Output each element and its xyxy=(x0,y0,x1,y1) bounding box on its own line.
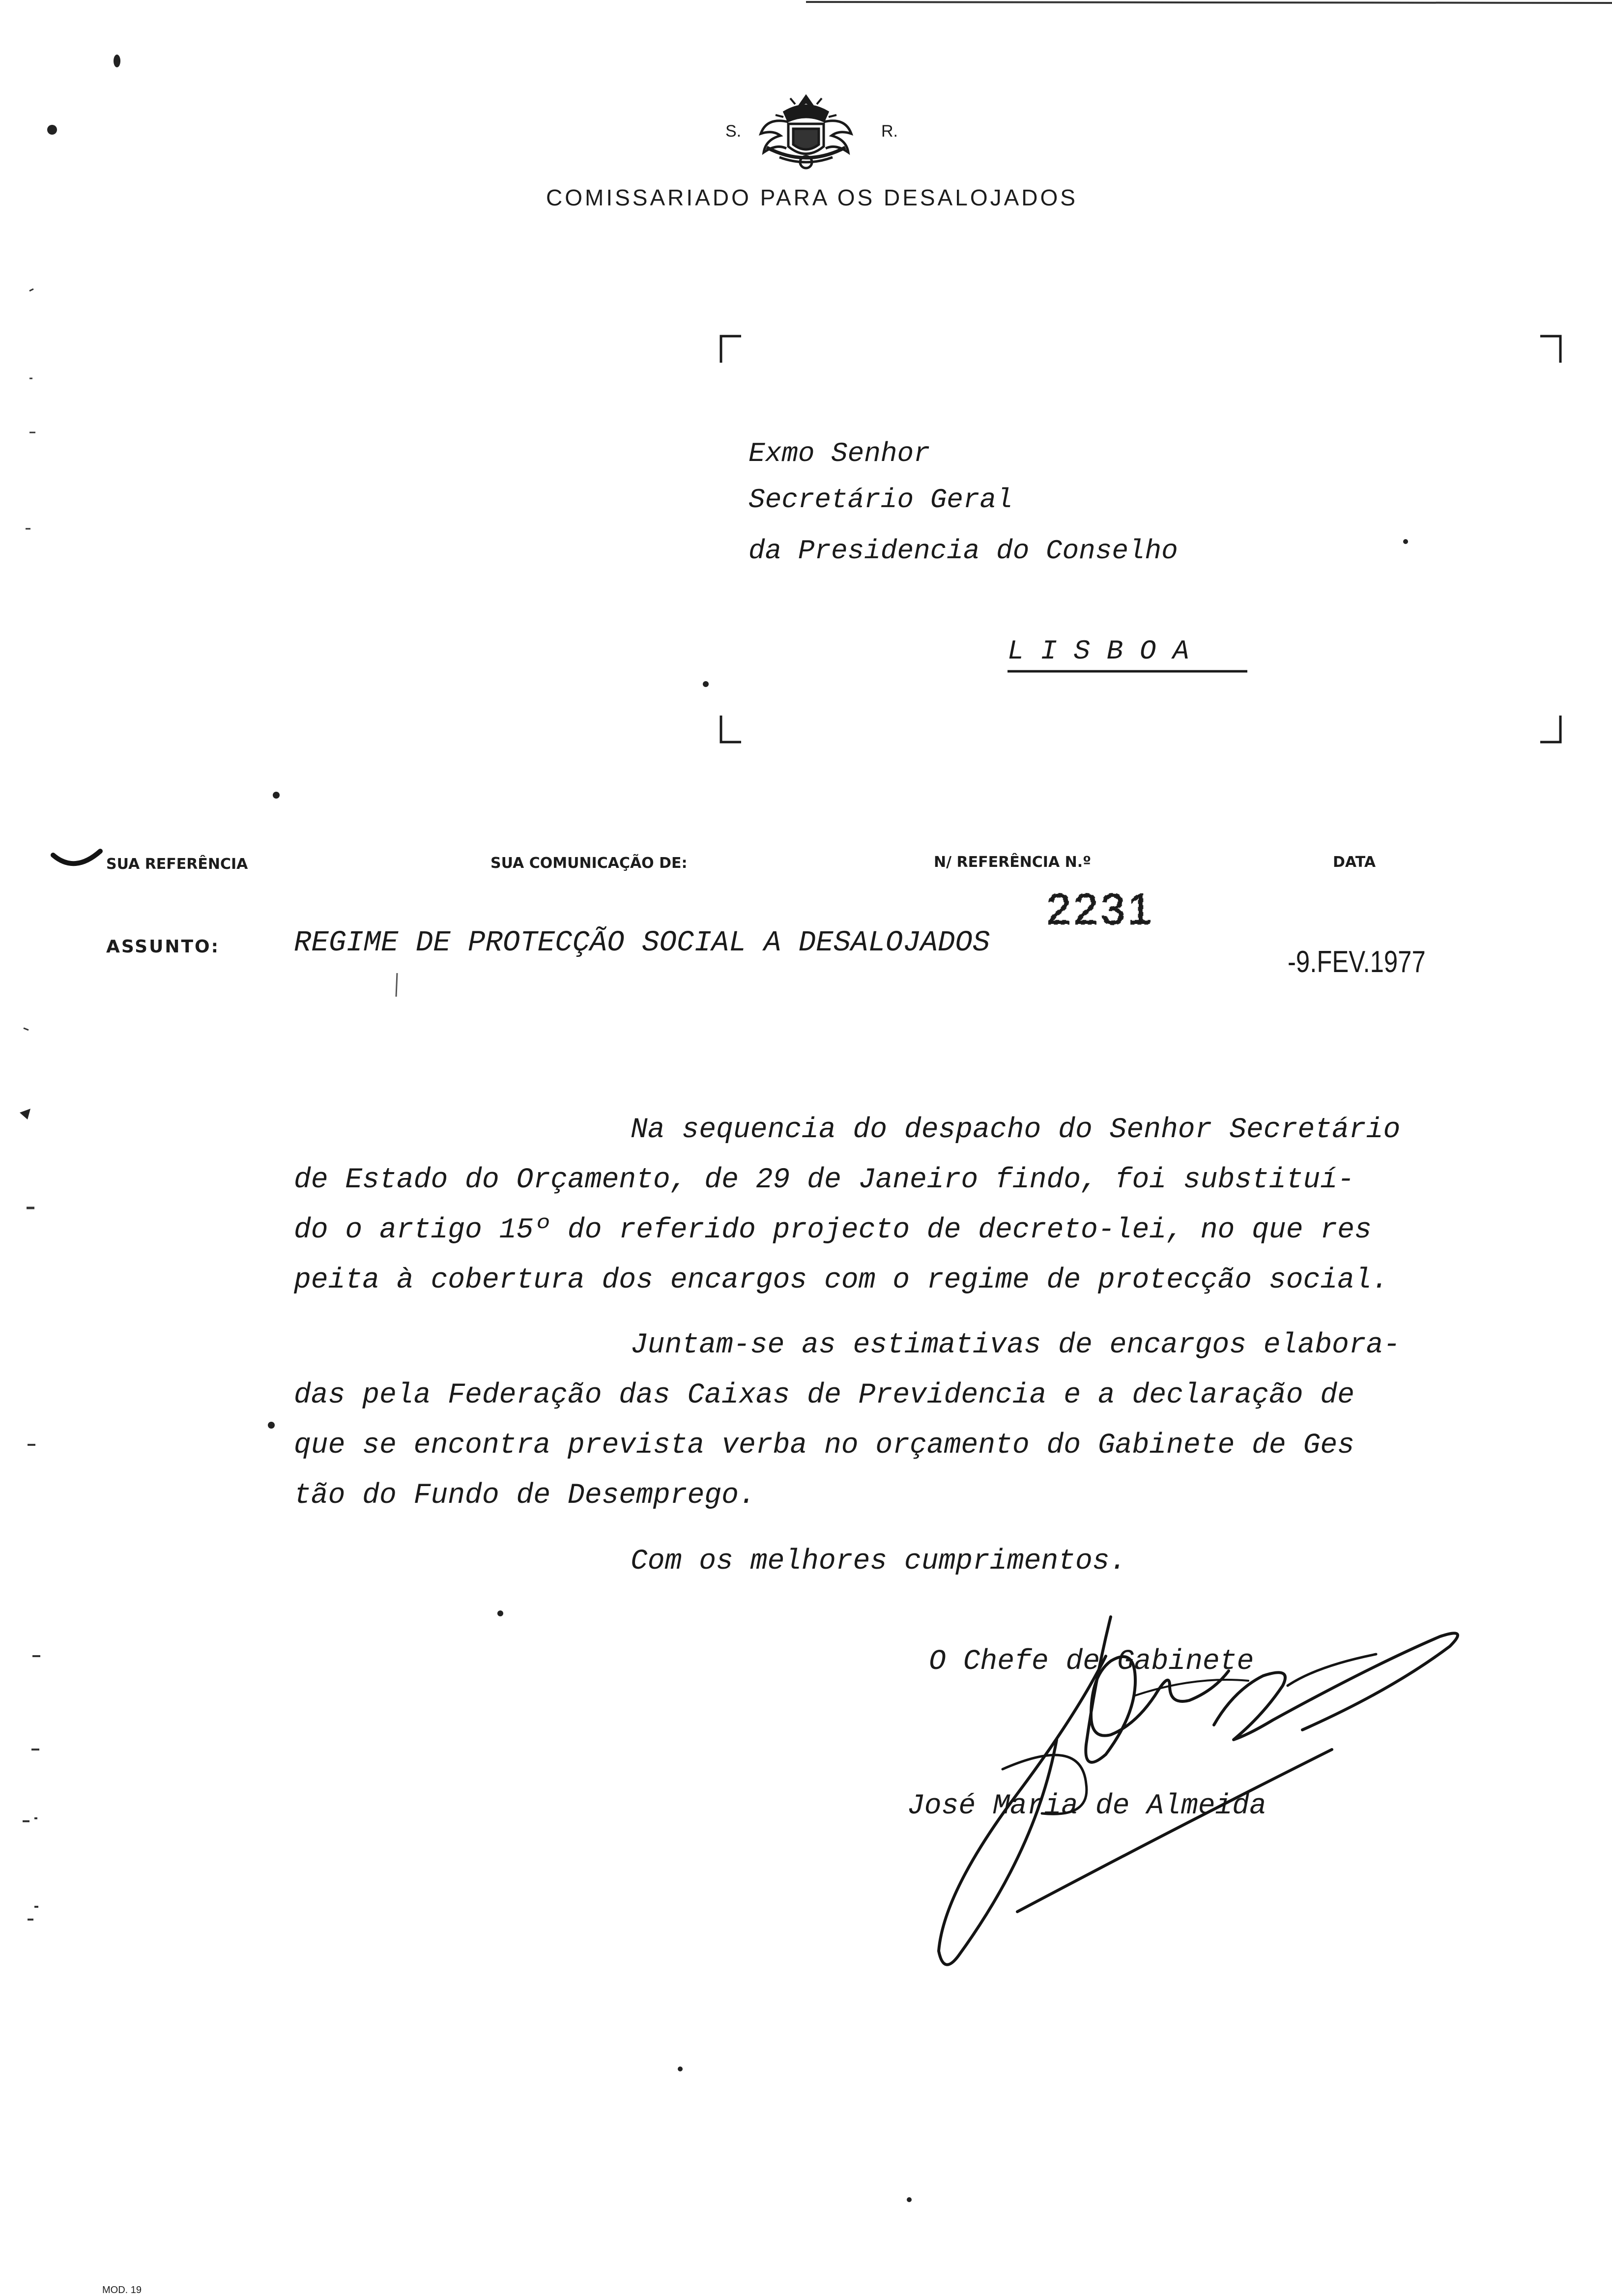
recipient-salutation: Exmo Senhor xyxy=(748,438,930,469)
paragraph2-line4: tão do Fundo de Desemprego. xyxy=(294,1480,756,1512)
letterhead-right-initial: R. xyxy=(881,122,898,141)
paragraph1-line4: peita à cobertura dos encargos com o regime de protecção social. xyxy=(294,1264,1389,1296)
subject-label: ASSUNTO: xyxy=(106,937,220,957)
our-reference-label: N/ REFERÊNCIA N.º xyxy=(934,854,1092,871)
signer-role: O Chefe de Gabinete xyxy=(929,1646,1254,1678)
recipient-city: L I S B O A xyxy=(1008,635,1189,667)
paragraph1-line1: Na sequencia do despacho do Senhor Secretário xyxy=(631,1114,1401,1146)
date-stamp: -9.FEV.1977 xyxy=(1288,945,1426,979)
form-code: MOD. 19 xyxy=(102,2285,142,2296)
recipient-office: da Presidencia do Conselho xyxy=(748,535,1178,567)
paragraph2-line1: Juntam-se as estimativas de encargos elabora- xyxy=(631,1329,1401,1361)
office-name: COMISSARIADO PARA OS DESALOJADOS xyxy=(546,185,1078,210)
paragraph1-line3: do o artigo 15º do referido projecto de decreto-lei, no que res xyxy=(294,1214,1372,1246)
letterhead-left-initial: S. xyxy=(725,122,742,141)
closing-line: Com os melhores cumprimentos. xyxy=(631,1546,1127,1578)
recipient-title: Secretário Geral xyxy=(748,484,1013,516)
date-label: DATA xyxy=(1333,854,1376,871)
subject-text: REGIME DE PROTECÇÃO SOCIAL A DESALOJADOS xyxy=(294,926,990,959)
reference-number: 2231 xyxy=(1047,885,1155,933)
signer-name: José Maria de Almeida xyxy=(907,1790,1267,1822)
your-reference-label: SUA REFERÊNCIA xyxy=(106,856,248,873)
paragraph2-line2: das pela Federação das Caixas de Previdencia e a declaração de xyxy=(294,1379,1354,1411)
your-communication-label: SUA COMUNICAÇÃO DE: xyxy=(490,855,688,872)
paragraph2-line3: que se encontra prevista verba no orçamento do Gabinete de Ges xyxy=(294,1430,1354,1462)
paragraph1-line2: de Estado do Orçamento, de 29 de Janeiro findo, foi substituí- xyxy=(294,1164,1354,1196)
